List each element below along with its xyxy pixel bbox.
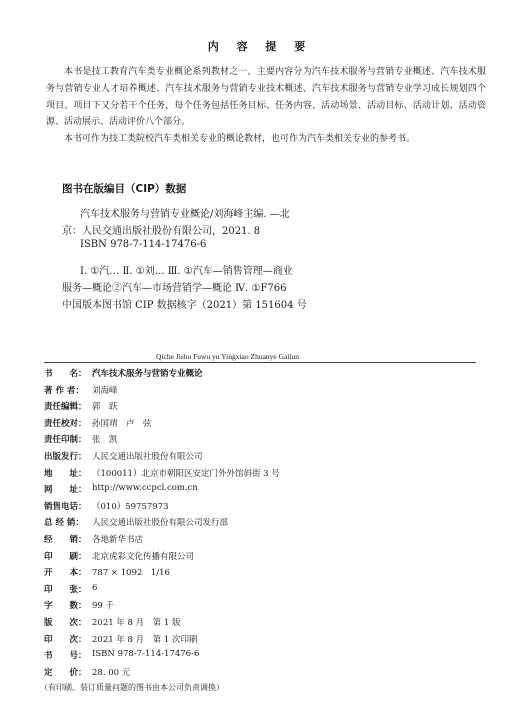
summary-title: 内 容 提 要 [207,40,313,53]
summary-body [46,64,486,148]
cip-line: 汽车技术服务与营销专业概论/刘海峰主编. —北 [80,209,290,220]
divider [44,362,476,363]
info-value: 2021 年 8 月 第 1 次印刷 [92,634,198,645]
info-value: （010）59757973 [92,501,169,512]
info-label: 出版发行： [44,452,87,462]
cip-line: Ⅰ. ①汽… Ⅱ. ①刘… Ⅲ. ①汽车—销售管理—商业 [80,266,293,277]
summary-paragraph: 本书是技工教育汽车类专业概论系列教材之一，主要内容分为汽车技术服务与营销专业概述、汽车技术服务与营销专业人才培养概述、汽车技术服务与营销专业技术概述、汽车技术服务与营销专业学习成长规划四个项目。项目下又分若干个任务，每个任务包括任务目标、任务内容、活动场景、活动目标、活动计划、活动资源、活动展示、活动评价八个部分。 [46,67,486,128]
info-label: 网 址： [44,485,87,496]
info-value: 孙国靖 卢 弦 [92,418,152,429]
info-label: 总 经 销： [44,518,84,529]
info-value: 99 千 [92,601,115,612]
info-value: 刘海峰 [92,385,118,396]
book-title-value: 汽车技术服务与营销专业概论 [92,369,203,379]
quality-note: （有印刷、装订质量问题的图书由本公司负责调换） [40,683,224,693]
info-value: 北京虎彩文化传播有限公司 [92,551,195,562]
info-label: 责任编辑： [44,402,87,413]
info-label: 销售电话： [44,501,87,512]
isbn-value: ISBN 978-7-114-17476-6 [92,649,200,660]
info-value: 2021 年 8 月 第 1 版 [92,618,181,628]
info-value: 787 × 1092 1/16 [92,568,170,579]
cip-heading: 图书在版编目（CIP）数据 [62,183,187,195]
info-label: 书 号： [44,651,87,662]
info-label: 字 数： [44,601,87,612]
price-value: 28. 00 元 [92,667,131,678]
info-label: 责任印制： [44,435,87,446]
info-label: 印 张： [44,584,87,595]
info-label: 责任校对： [44,418,87,429]
info-label: 地 址： [44,468,87,479]
info-label: 经 销： [44,535,87,545]
info-value: 人民交通出版社股份有限公司 [92,452,203,462]
website-value: http://www.ccpcl.com.cn [92,483,198,494]
info-label: 印 次： [44,634,87,645]
info-value: 各地新华书店 [92,535,144,545]
info-label: 印 刷： [44,551,87,562]
summary-paragraph: 本书可作为技工类院校汽车类相关专业的概论教材，也可作为汽车类相关专业的参考书。 [64,134,416,145]
info-label: 开 本： [44,568,87,579]
info-label: 著 作 者： [44,385,84,396]
info-value: 人民交通出版社股份有限公司发行部 [92,518,229,529]
cip-line: 京：人民交通出版社股份有限公司，2021. 8 [62,226,261,237]
cip-line: 服务—概论②汽车—市场营销学—概论 Ⅳ. ①F766 [62,283,287,294]
info-label: 定 价： [44,667,87,678]
info-value: 郭 跃 [92,402,118,413]
pinyin-title: Qiche Jishu Fuwu yu Yingxiao Zhuanye Gailun [156,352,300,361]
info-value: （100011）北京市朝阳区安定门外外馆斜街 3 号 [92,468,280,479]
info-label: 版 次： [44,618,87,628]
info-value: 6 [92,582,98,593]
info-value: 张 凯 [92,435,118,446]
cip-line: ISBN 978-7-114-17476-6 [80,239,207,250]
info-label: 书 名： [44,369,87,379]
cip-line: 中国版本图书馆 CIP 数据核字（2021）第 151604 号 [62,300,307,311]
